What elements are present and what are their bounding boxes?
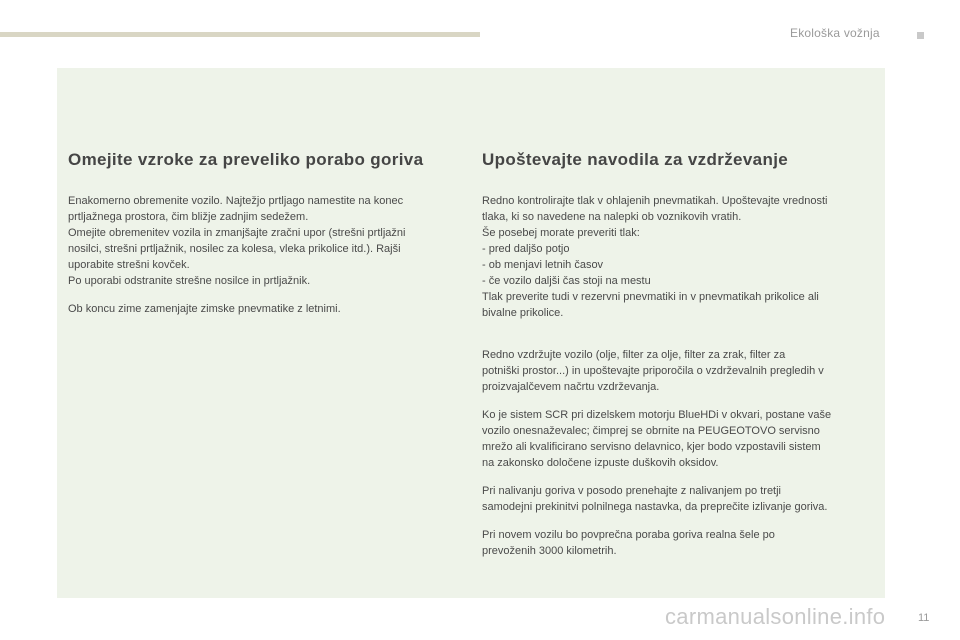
section-title: Ekološka vožnja	[790, 26, 880, 40]
right-paragraph-1: Redno kontrolirajte tlak v ohlajenih pnevmatikah. Upoštevajte vrednosti tlaka, ki so navedene na nalepki ob voznikovih vratih. Še posebej morate preveriti tlak: - pred daljšo potjo - ob menjavi letnih časov - če vozilo daljši čas stoji na mestu Tlak preverite tudi v rezervni pnevmatiki in v pnevmatikah prikolice ali bivalne prikolice.	[482, 195, 828, 319]
right-paragraph-3: Ko je sistem SCR pri dizelskem motorju BlueHDi v okvari, postane vaše vozilo onesnaževalec; čimprej se obrnite na PEUGEOTOVO servisno mrežo ali kvalificirano servisno delavnico, kjer bodo vzpostavili sistem na zakonsko določene izpuste duškovih oksidov.	[482, 409, 832, 469]
page-number: 11	[918, 612, 930, 624]
header-marker	[917, 32, 924, 39]
right-paragraph-2: Redno vzdržujte vozilo (olje, filter za olje, filter za zrak, filter za potniški prostor...) in upoštevajte priporočila o vzdrževalnih pregledih v proizvajalčevem načrtu vzdrževanja.	[482, 349, 824, 393]
header-rule	[0, 32, 480, 37]
right-paragraph-4: Pri nalivanju goriva v posodo prenehajte z nalivanjem po tretji samodejni prekinitvi polnilnega nastavka, da preprečite izlivanje goriva.	[482, 485, 828, 513]
right-heading: Upoštevajte navodila za vzdrževanje	[482, 150, 789, 169]
left-heading: Omejite vzroke za preveliko porabo goriva	[68, 150, 424, 169]
left-column	[68, 150, 468, 329]
watermark: carmanualsonline.info	[665, 604, 886, 629]
left-paragraph-1: Enakomerno obremenite vozilo. Najtežjo prtljago namestite na konec prtljažnega prostora, čim bližje zadnjim sedežem. Omejite obremenitev vozila in zmanjšajte zračni upor (strešni prtljažni nosilci, strešni prtljažnik, nosilec za kolesa, vleka prikolice itd.). Rajši uporabite strešni kovček. Po uporabi odstranite strešne nosilce in prtljažnik.	[68, 195, 406, 287]
left-paragraph-2: Ob koncu zime zamenjajte zimske pnevmatike z letnimi.	[68, 303, 341, 315]
right-column	[482, 150, 877, 571]
right-paragraph-5: Pri novem vozilu bo povprečna poraba goriva realna šele po prevoženih 3000 kilometrih.	[482, 529, 775, 557]
